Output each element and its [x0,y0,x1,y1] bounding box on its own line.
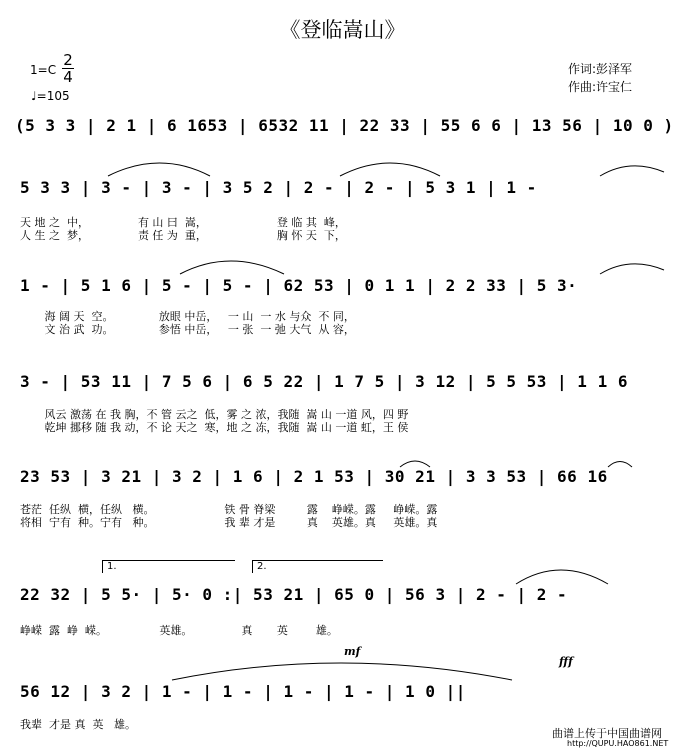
lyric-verse-2: 乾坤 挪移 随 我 动，不 论 天之 寒，地 之 冻，我随 嵩 山 一道 虹，王 侯 [20,421,409,434]
lyric-verse-1: 峥嵘 露 峥 嵘。 英雄。 真 英 雄。 [20,624,338,637]
footer-url: http://QUPU.HAO861.NET [567,739,669,748]
time-sig-bottom: 4 [63,68,73,86]
score-title: 《登临嵩山》 [279,18,406,42]
lyric-verse-1: 我辈 才是 真 英 雄。 [20,718,136,731]
lyric-verse-2: 文 治 武 功。 参悟 中岳， 一 张 一 弛 大气 从 容， [20,323,355,336]
notes-row: (5 3 3 | 2 1 | 6 1653 | 6532 11 | 22 33 | 55 6 6 | 13 56 | 10 0 ) [15,116,674,135]
dynamic-fff: fff [559,655,573,668]
tie-slur [516,570,608,584]
volta-second-label: 2. [257,561,267,572]
lyricist: 作词:彭泽军 [568,62,633,76]
notes-row: 22 32 | 5 5· | 5· 0 :| 53 21 | 65 0 | 56 3 | 2 - | 2 - [20,585,568,604]
tie-slur [172,663,512,680]
notes-row: 1 - | 5 1 6 | 5 - | 5 - | 62 53 | 0 1 1 | 2 2 33 | 5 3· [20,276,578,295]
tie-slur [600,264,664,274]
lyric-verse-1: 风云 激荡 在 我 胸，不 管 云之 低，雾 之 浓，我随 嵩 山 一道 风，四 野 [20,408,409,421]
key-signature: 1=C [30,63,57,77]
tempo-marking: ♩=105 [31,89,70,103]
lyric-verse-1: 天 地 之 中， 有 山 曰 嵩， 登 临 其 峰， [20,216,346,229]
tie-slur [108,163,210,176]
composer: 作曲:许宝仁 [568,80,633,94]
lyric-verse-2: 将相 宁有 种。宁有 种。 我 辈 才是 真 英雄。真 英雄。真 [20,516,438,529]
tie-slur [400,461,430,467]
lyric-verse-1: 海 阔 天 空。 放眼 中岳， 一 山 一 水 与众 不 同， [20,310,355,323]
tie-slur [180,261,284,274]
tie-slur [340,163,440,176]
lyric-verse-1: 苍茫 任纵 横，任纵 横。 铁 骨 脊梁 露 峥嵘。露 峥嵘。露 [20,503,438,516]
notes-row: 3 - | 53 11 | 7 5 6 | 6 5 22 | 1 7 5 | 3 12 | 5 5 53 | 1 1 6 [20,372,628,391]
notes-row: 23 53 | 3 21 | 3 2 | 1 6 | 2 1 53 | 30 21 | 3 3 53 | 66 16 [20,467,608,486]
volta-first-label: 1. [107,561,117,572]
dynamic-mf: mf [344,645,361,658]
footer-site-name: 曲谱上传于中国曲谱网 [552,727,662,740]
notes-row: 56 12 | 3 2 | 1 - | 1 - | 1 - | 1 - | 1 0 || [20,682,466,701]
time-sig-top: 2 [63,51,73,69]
lyric-verse-2: 人 生 之 梦， 责 任 为 重， 胸 怀 天 下， [20,229,346,242]
tie-slur [600,166,664,176]
tie-slur [608,462,632,468]
notes-row: 5 3 3 | 3 - | 3 - | 3 5 2 | 2 - | 2 - | 5 3 1 | 1 - [20,178,537,197]
